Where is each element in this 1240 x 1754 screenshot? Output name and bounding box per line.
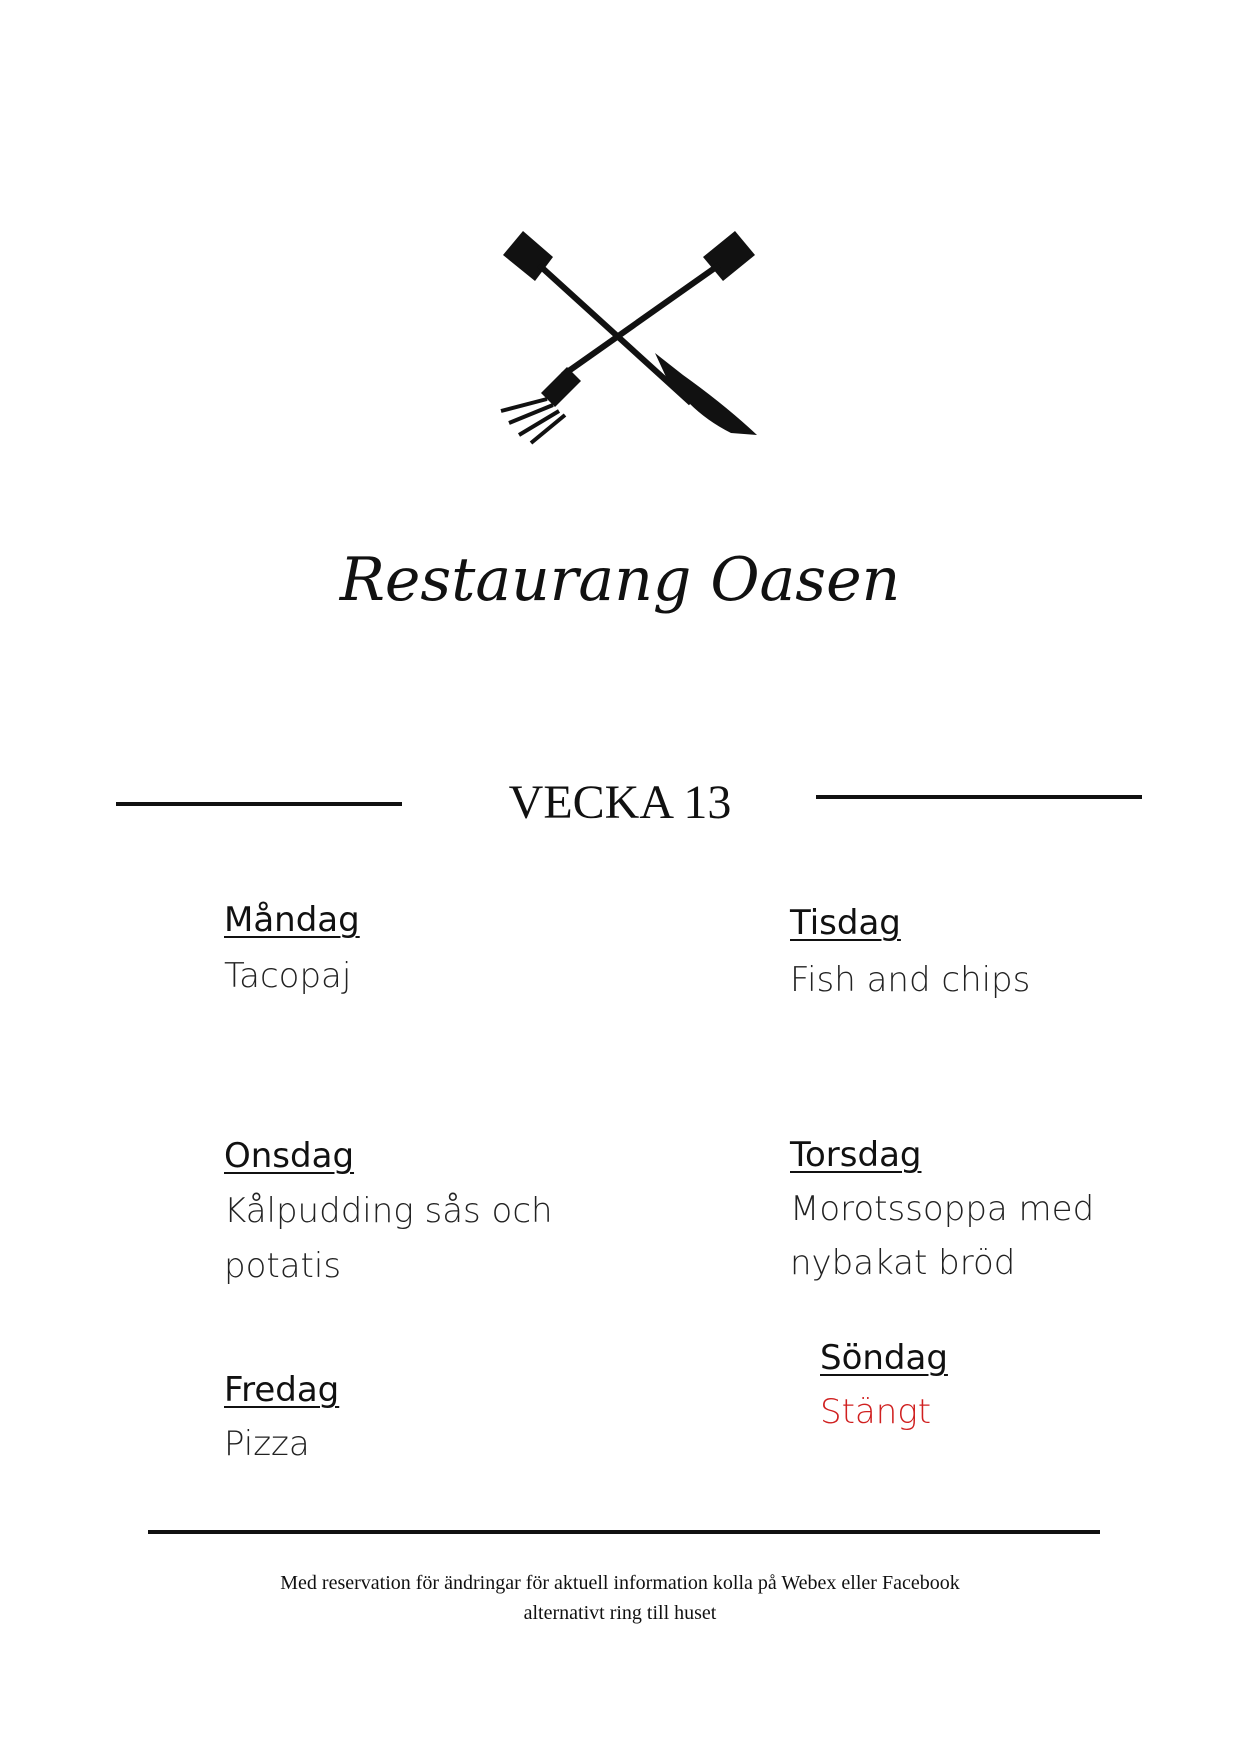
footer-line1: Med reservation för ändringar för aktuell information kolla på Webex eller Facebook (280, 1572, 960, 1594)
day-monday: Måndag (224, 900, 360, 940)
day-tuesday: Tisdag (790, 903, 901, 943)
dish-thursday-line1: Morotssoppa med (790, 1189, 1095, 1229)
dish-tuesday: Fish and chips (790, 960, 1031, 1000)
day-sunday: Söndag (820, 1338, 948, 1378)
footer-line2: alternativt ring till huset (523, 1602, 717, 1624)
dish-wednesday-line1: Kålpudding sås och (224, 1191, 553, 1231)
dish-monday: Tacopaj (224, 956, 352, 996)
crossed-fork-and-knife-icon (495, 225, 765, 445)
week-label: VECKA 13 (508, 776, 732, 829)
divider-bottom (148, 1530, 1100, 1534)
day-wednesday: Onsdag (224, 1136, 355, 1176)
footer-notice (0, 1568, 1240, 1628)
dish-thursday-line2: nybakat bröd (790, 1243, 1016, 1283)
dish-wednesday-line2: potatis (224, 1246, 342, 1286)
day-thursday: Torsdag (790, 1135, 922, 1175)
dish-sunday-closed: Stängt (820, 1392, 932, 1432)
day-friday: Fredag (224, 1370, 340, 1410)
dish-friday: Pizza (224, 1424, 310, 1464)
restaurant-name: Restaurang Oasen (339, 545, 901, 615)
divider-right (816, 795, 1142, 799)
